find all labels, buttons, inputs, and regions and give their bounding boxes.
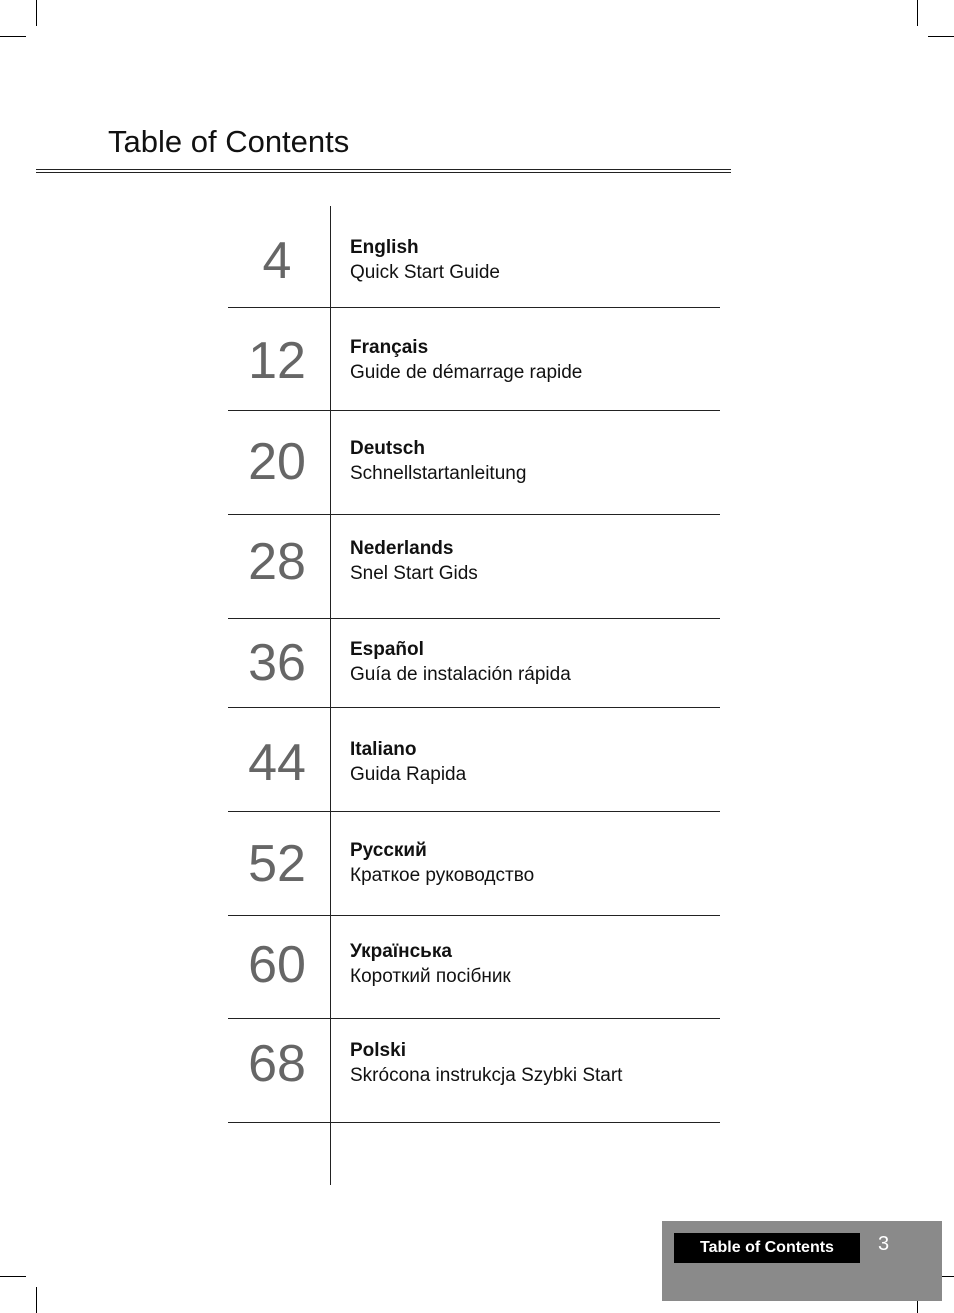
toc-entry-text xyxy=(350,536,478,586)
toc-entry[interactable] xyxy=(228,1019,720,1123)
toc-entry[interactable] xyxy=(228,515,720,619)
toc-page-number: 12 xyxy=(248,332,306,390)
toc-entry[interactable] xyxy=(228,708,720,812)
toc-entry-text xyxy=(350,939,511,989)
toc-entry[interactable] xyxy=(228,206,720,308)
toc-subtitle: Skrócona instrukcja Szybki Start xyxy=(350,1065,623,1086)
toc-subtitle: Guía de instalación rápida xyxy=(350,664,571,685)
footer-section-label: Table of Contents xyxy=(674,1233,860,1263)
toc-subtitle: Guida Rapida xyxy=(350,764,467,785)
footer-page-number: 3 xyxy=(878,1233,890,1255)
toc-page-number: 60 xyxy=(248,936,306,994)
toc-page-number: 4 xyxy=(262,232,292,290)
toc-entry-text xyxy=(350,637,571,687)
toc-entry-text xyxy=(350,838,534,888)
toc-entry[interactable] xyxy=(228,916,720,1019)
crop-mark xyxy=(917,0,918,26)
toc-entry[interactable] xyxy=(228,411,720,515)
toc-entry-text xyxy=(350,235,500,285)
toc-entry[interactable] xyxy=(228,619,720,708)
page-title: Table of Contents xyxy=(108,124,350,159)
crop-mark xyxy=(36,0,37,26)
toc-page-number: 28 xyxy=(248,533,306,591)
toc-language: Italiano xyxy=(350,739,417,760)
toc-page-number: 36 xyxy=(248,634,306,692)
title-rule xyxy=(36,169,731,170)
toc-page-number: 52 xyxy=(248,835,306,893)
toc-subtitle: Guide de démarrage rapide xyxy=(350,362,583,383)
toc-subtitle: Короткий посібник xyxy=(350,966,511,987)
footer-tab xyxy=(662,1221,942,1301)
toc-language: Français xyxy=(350,337,429,358)
toc-language: English xyxy=(350,237,419,258)
toc-language: Nederlands xyxy=(350,538,454,559)
toc-language: Polski xyxy=(350,1040,406,1061)
toc-language: Українська xyxy=(350,941,452,962)
toc-language: Español xyxy=(350,639,424,660)
crop-mark xyxy=(0,36,26,37)
toc-language: Deutsch xyxy=(350,438,425,459)
toc-page-number: 44 xyxy=(248,734,306,792)
toc-entry-text xyxy=(350,1038,622,1088)
crop-mark xyxy=(36,1287,37,1313)
toc-page-number: 68 xyxy=(248,1035,306,1093)
toc-subtitle: Краткое руководство xyxy=(350,865,535,886)
toc-entry[interactable] xyxy=(228,812,720,916)
toc-entry-text xyxy=(350,737,466,787)
toc-subtitle: Schnellstartanleitung xyxy=(350,463,527,484)
toc-page-number: 20 xyxy=(248,433,306,491)
toc-subtitle: Quick Start Guide xyxy=(350,262,500,283)
crop-mark xyxy=(928,36,954,37)
toc-entry-text xyxy=(350,436,526,486)
toc-subtitle: Snel Start Gids xyxy=(350,563,478,584)
toc-language: Русский xyxy=(350,840,427,861)
title-rule xyxy=(36,172,731,173)
toc-entry[interactable] xyxy=(228,308,720,411)
crop-mark xyxy=(0,1276,26,1277)
toc-entry-text xyxy=(350,335,582,385)
